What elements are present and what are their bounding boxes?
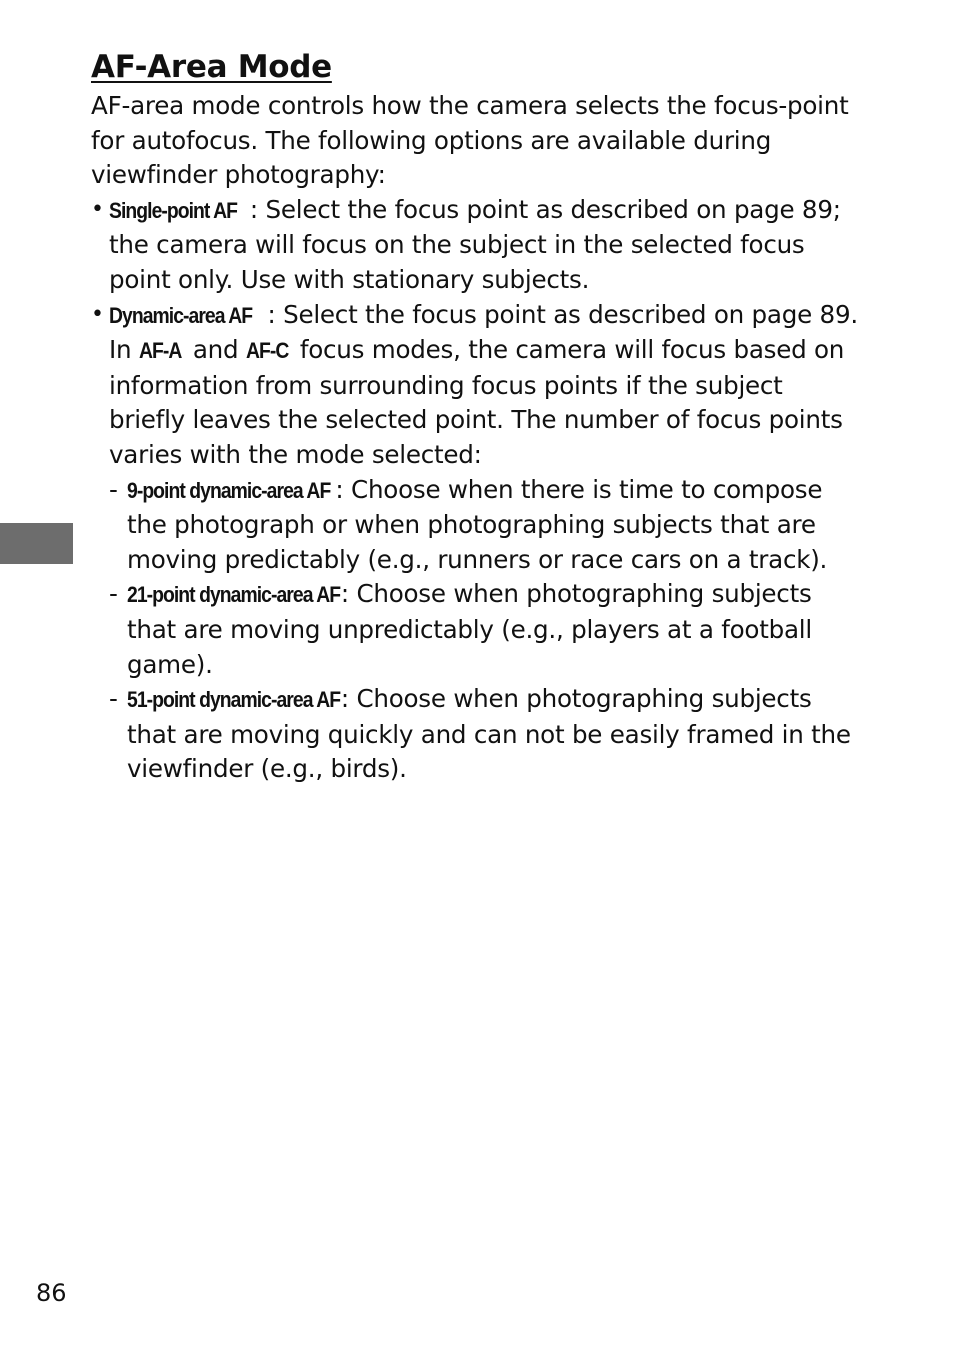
term-51-point-dynamic-area-af: 51-point dynamic-area AF — [127, 687, 341, 713]
mode-af-c: AF-C — [245, 338, 289, 364]
intro-paragraph: AF-area mode controls how the camera selects the focus-point for autofocus. The following options are available during viewfinder photography: — [91, 91, 849, 190]
dash-marker: - — [109, 474, 118, 504]
dynamic-area-description-c: focus modes, the camera will focus based on information from surrounding focus points if the subject briefly leaves the selected point. The number of focus points varies with the mode selected: — [109, 335, 845, 469]
sub-item-9-point — [109, 473, 861, 578]
bullet-marker: • — [91, 196, 104, 222]
term-21-point-dynamic-area-af: 21-point dynamic-area AF — [127, 582, 341, 608]
dynamic-area-sub-list — [109, 473, 861, 787]
page-content — [91, 47, 861, 787]
section-body — [91, 89, 861, 787]
list-item-dynamic-area — [91, 298, 861, 787]
bullet-marker: • — [91, 301, 104, 327]
51-point-description: : Choose when photographing subjects that are moving quickly and can not be easily framed in the viewfinder (e.g., birds). — [127, 684, 851, 784]
term-dynamic-area-af: Dynamic-area AF — [109, 302, 253, 328]
page-number: 86 — [36, 1279, 67, 1307]
dash-marker: - — [109, 684, 118, 714]
single-point-description: : Select the focus point as described on page 89; the camera will focus on the subject in the selected focus point only. Use with stationary subjects. — [109, 194, 841, 294]
sub-item-51-point — [109, 682, 861, 787]
mode-list — [91, 193, 861, 787]
chapter-tab — [0, 523, 73, 564]
sub-item-21-point — [109, 577, 861, 682]
21-point-description: : Choose when photographing subjects that are moving unpredictably (e.g., players at a football game). — [127, 579, 812, 679]
term-single-point-af: Single-point AF — [109, 197, 238, 223]
mode-af-a: AF-A — [138, 338, 182, 364]
section-heading: AF-Area Mode — [91, 49, 332, 85]
list-item-single-point — [91, 193, 861, 298]
dash-marker: - — [109, 579, 118, 609]
9-point-description: : Choose when there is time to compose the photograph or when photographing subjects that are moving predictably (e.g., runners or race cars on a track). — [127, 474, 828, 574]
dynamic-area-description-a: : Select the focus point as described on page 89. In — [109, 299, 858, 365]
term-9-point-dynamic-area-af: 9-point dynamic-area AF — [127, 477, 331, 503]
dynamic-area-description-b: and — [185, 335, 246, 365]
